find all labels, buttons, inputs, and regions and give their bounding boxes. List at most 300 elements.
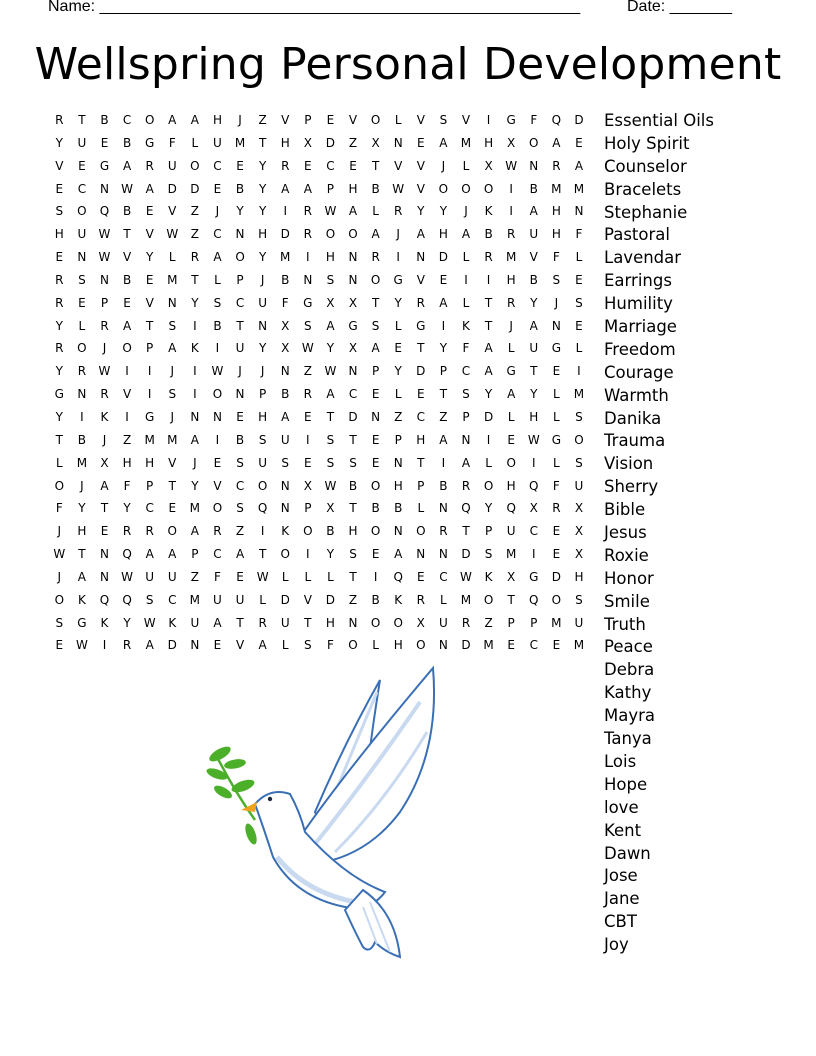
grid-letter: K bbox=[77, 592, 86, 607]
grid-letter: U bbox=[506, 524, 516, 539]
grid-letter: E bbox=[552, 524, 561, 539]
grid-letter: M bbox=[167, 272, 178, 287]
grid-letter: I bbox=[147, 387, 152, 402]
grid-letter: M bbox=[189, 592, 201, 607]
grid-letter: S bbox=[236, 455, 244, 470]
grid-letter: S bbox=[168, 318, 177, 333]
grid-letter: A bbox=[122, 318, 132, 333]
grid-letter: J bbox=[260, 364, 265, 379]
grid-letter: T bbox=[168, 478, 176, 493]
grid-letter: A bbox=[394, 547, 403, 562]
grid-letter: P bbox=[100, 295, 109, 310]
grid-letter: A bbox=[439, 135, 448, 150]
grid-letter: B bbox=[122, 272, 132, 287]
grid-letter: E bbox=[349, 158, 357, 173]
grid-letter: V bbox=[416, 158, 425, 173]
grid-letter: L bbox=[327, 569, 334, 584]
grid-letter: S bbox=[281, 455, 290, 470]
grid-letter: N bbox=[348, 364, 358, 379]
grid-letter: J bbox=[238, 364, 242, 379]
grid-letter: V bbox=[303, 592, 312, 607]
grid-letter: L bbox=[417, 501, 425, 516]
grid-letter: R bbox=[303, 204, 312, 219]
grid-letter: A bbox=[348, 204, 358, 219]
grid-letter: E bbox=[417, 135, 425, 150]
grid-letter: W bbox=[98, 227, 111, 242]
grid-letter: K bbox=[168, 615, 177, 630]
word-list-item: Pastoral bbox=[604, 225, 670, 245]
grid-letter: W bbox=[324, 478, 337, 493]
grid-letter: R bbox=[552, 501, 561, 516]
grid-letter: U bbox=[167, 158, 177, 173]
grid-letter: U bbox=[280, 615, 290, 630]
grid-letter: O bbox=[529, 135, 539, 150]
grid-letter: N bbox=[461, 432, 471, 447]
grid-letter: I bbox=[396, 250, 400, 265]
grid-letter: F bbox=[552, 478, 560, 493]
grid-letter: W bbox=[98, 364, 111, 379]
grid-letter: V bbox=[281, 113, 290, 127]
grid-letter: R bbox=[145, 158, 154, 173]
grid-letter: R bbox=[507, 295, 516, 310]
grid-letter: N bbox=[393, 455, 403, 470]
grid-letter: E bbox=[417, 569, 425, 584]
dove-front-wing bbox=[300, 668, 434, 862]
grid-letter: G bbox=[145, 409, 155, 424]
grid-letter: E bbox=[236, 569, 244, 584]
grid-letter: V bbox=[461, 113, 471, 127]
grid-letter: R bbox=[303, 387, 312, 402]
grid-letter: L bbox=[394, 318, 402, 333]
grid-letter: H bbox=[348, 524, 358, 539]
grid-letter: B bbox=[100, 113, 109, 127]
grid-letter: C bbox=[77, 181, 87, 196]
grid-letter: N bbox=[280, 478, 290, 493]
word-list-item: Lois bbox=[604, 751, 637, 771]
grid-letter: Q bbox=[529, 478, 539, 493]
grid-letter: A bbox=[213, 615, 222, 630]
grid-letter: O bbox=[370, 524, 381, 539]
grid-letter: H bbox=[145, 455, 155, 470]
grid-letter: Y bbox=[484, 387, 493, 402]
grid-letter: B bbox=[371, 501, 380, 516]
grid-letter: L bbox=[462, 250, 470, 265]
grid-letter: A bbox=[529, 318, 538, 333]
grid-letter: Z bbox=[190, 569, 199, 584]
grid-letter: N bbox=[77, 387, 87, 402]
grid-letter: B bbox=[77, 432, 86, 447]
grid-letter: G bbox=[348, 318, 358, 333]
grid-letter: E bbox=[507, 432, 515, 447]
grid-letter: Y bbox=[484, 501, 493, 516]
word-list-item: love bbox=[604, 797, 639, 817]
grid-letter: D bbox=[325, 592, 336, 607]
grid-letter: D bbox=[483, 409, 494, 424]
word-list-item: Mayra bbox=[604, 706, 656, 726]
grid-letter: E bbox=[326, 113, 335, 127]
word-list-item: Humility bbox=[604, 294, 673, 314]
grid-letter: A bbox=[439, 295, 448, 310]
dove-illustration bbox=[195, 662, 445, 962]
grid-letter: R bbox=[190, 250, 200, 265]
grid-letter: U bbox=[258, 295, 268, 310]
grid-letter: W bbox=[460, 569, 472, 584]
grid-letter: A bbox=[326, 387, 335, 402]
grid-letter: E bbox=[213, 181, 222, 196]
grid-letter: H bbox=[393, 478, 403, 493]
grid-letter: A bbox=[303, 181, 312, 196]
grid-letter: T bbox=[507, 592, 515, 607]
grid-letter: H bbox=[438, 227, 448, 242]
grid-letter: D bbox=[280, 592, 290, 607]
grid-letter: X bbox=[529, 501, 538, 516]
grid-letter: E bbox=[78, 158, 86, 173]
grid-letter: M bbox=[573, 387, 585, 402]
grid-letter: L bbox=[575, 341, 583, 356]
grid-letter: R bbox=[258, 615, 267, 630]
grid-letter: I bbox=[193, 387, 197, 402]
grid-letter: J bbox=[102, 432, 107, 447]
grid-letter: O bbox=[280, 547, 290, 562]
grid-letter: J bbox=[238, 113, 242, 127]
grid-letter: U bbox=[190, 615, 200, 630]
grid-letter: Y bbox=[258, 181, 267, 196]
grid-letter: E bbox=[552, 364, 561, 379]
grid-letter: J bbox=[80, 478, 84, 493]
grid-letter: O bbox=[370, 478, 381, 493]
grid-letter: B bbox=[529, 272, 538, 287]
grid-letter: J bbox=[57, 569, 62, 584]
grid-letter: G bbox=[506, 113, 516, 127]
grid-letter: L bbox=[259, 592, 266, 607]
grid-letter: H bbox=[325, 250, 335, 265]
grid-letter: Q bbox=[506, 501, 516, 516]
grid-letter: G bbox=[506, 364, 516, 379]
grid-letter: S bbox=[304, 638, 312, 653]
grid-letter: Q bbox=[122, 592, 132, 607]
grid-letter: V bbox=[416, 113, 425, 127]
grid-letter: X bbox=[281, 318, 290, 333]
grid-letter: U bbox=[77, 227, 87, 242]
grid-letter: U bbox=[167, 569, 177, 584]
grid-letter: B bbox=[348, 478, 358, 493]
grid-letter: J bbox=[396, 227, 400, 242]
grid-letter: E bbox=[417, 387, 425, 402]
grid-letter: D bbox=[461, 547, 471, 562]
grid-letter: X bbox=[574, 524, 584, 539]
grid-letter: Y bbox=[236, 204, 244, 219]
grid-letter: J bbox=[509, 318, 513, 333]
grid-letter: D bbox=[438, 250, 449, 265]
grid-letter: A bbox=[371, 227, 380, 242]
grid-letter: N bbox=[371, 409, 381, 424]
grid-letter: D bbox=[574, 113, 584, 127]
grid-letter: I bbox=[486, 113, 491, 127]
grid-letter: E bbox=[394, 341, 402, 356]
word-list-item: Lavendar bbox=[604, 248, 682, 268]
grid-letter: B bbox=[235, 181, 245, 196]
grid-letter: T bbox=[78, 113, 86, 127]
grid-letter: E bbox=[78, 295, 86, 310]
grid-letter: N bbox=[348, 615, 358, 630]
grid-letter: I bbox=[306, 547, 310, 562]
grid-letter: W bbox=[256, 569, 269, 584]
grid-letter: L bbox=[168, 250, 176, 265]
grid-letter: L bbox=[507, 341, 515, 356]
grid-letter: L bbox=[281, 638, 289, 653]
grid-letter: Q bbox=[257, 501, 268, 516]
grid-letter: C bbox=[348, 387, 358, 402]
grid-letter: O bbox=[54, 478, 65, 493]
grid-letter: B bbox=[326, 524, 335, 539]
grid-letter: N bbox=[348, 272, 358, 287]
grid-letter: S bbox=[552, 272, 561, 287]
grid-letter: B bbox=[529, 181, 538, 196]
grid-letter: E bbox=[236, 409, 244, 424]
grid-letter: D bbox=[167, 638, 177, 653]
grid-letter: Y bbox=[55, 409, 63, 424]
grid-letter: M bbox=[505, 250, 517, 265]
grid-letter: R bbox=[55, 272, 64, 287]
grid-letter: H bbox=[54, 227, 64, 242]
dove-tail bbox=[345, 890, 400, 957]
grid-letter: Y bbox=[146, 250, 154, 265]
grid-letter: P bbox=[462, 409, 470, 424]
grid-letter: X bbox=[303, 135, 312, 150]
grid-letter: F bbox=[281, 295, 289, 310]
grid-letter: Y bbox=[530, 295, 538, 310]
grid-letter: W bbox=[301, 341, 314, 356]
grid-letter: A bbox=[416, 227, 425, 242]
grid-letter: R bbox=[416, 295, 425, 310]
grid-letter: O bbox=[257, 478, 268, 493]
grid-letter: Z bbox=[348, 135, 358, 150]
word-list-item: Kathy bbox=[604, 683, 652, 703]
grid-letter: E bbox=[213, 638, 222, 653]
grid-letter: E bbox=[575, 272, 583, 287]
grid-letter: C bbox=[529, 638, 538, 653]
grid-letter: I bbox=[215, 341, 220, 356]
grid-letter: A bbox=[145, 547, 154, 562]
word-list-item: Honor bbox=[604, 568, 654, 588]
grid-letter: X bbox=[574, 501, 584, 516]
grid-letter: N bbox=[235, 387, 245, 402]
grid-letter: O bbox=[483, 478, 494, 493]
grid-letter: V bbox=[416, 181, 425, 196]
grid-letter: L bbox=[191, 135, 199, 150]
grid-letter: O bbox=[461, 181, 471, 196]
word-list-item: Debra bbox=[604, 660, 655, 680]
grid-letter: O bbox=[77, 204, 87, 219]
grid-letter: V bbox=[213, 478, 222, 493]
grid-letter: Y bbox=[191, 295, 199, 310]
grid-letter: S bbox=[575, 409, 583, 424]
grid-letter: I bbox=[577, 364, 581, 379]
grid-letter: H bbox=[77, 524, 87, 539]
grid-letter: T bbox=[100, 501, 109, 516]
grid-letter: A bbox=[168, 113, 177, 127]
grid-letter: R bbox=[77, 364, 87, 379]
grid-letter: Q bbox=[99, 592, 110, 607]
grid-letter: Q bbox=[393, 569, 403, 584]
grid-letter: G bbox=[145, 135, 155, 150]
grid-letter: S bbox=[168, 387, 177, 402]
grid-letter: V bbox=[122, 387, 132, 402]
grid-letter: L bbox=[214, 272, 221, 287]
grid-letter: L bbox=[485, 455, 492, 470]
grid-letter: B bbox=[371, 181, 380, 196]
grid-letter: X bbox=[371, 135, 380, 150]
grid-letter: P bbox=[304, 113, 312, 127]
grid-letter: S bbox=[349, 455, 357, 470]
grid-letter: V bbox=[168, 455, 177, 470]
grid-letter: O bbox=[370, 615, 381, 630]
grid-letter: R bbox=[484, 250, 493, 265]
grid-letter: R bbox=[371, 250, 380, 265]
grid-letter: N bbox=[438, 547, 448, 562]
grid-letter: A bbox=[281, 181, 290, 196]
word-list-item: Roxie bbox=[604, 545, 649, 565]
grid-letter: D bbox=[416, 364, 426, 379]
grid-letter: E bbox=[145, 272, 154, 287]
grid-letter: O bbox=[167, 524, 177, 539]
grid-letter: H bbox=[551, 227, 561, 242]
grid-letter: W bbox=[505, 158, 518, 173]
word-list-item: Dawn bbox=[604, 843, 651, 863]
grid-letter: X bbox=[100, 455, 109, 470]
grid-letter: N bbox=[258, 318, 268, 333]
grid-letter: Y bbox=[326, 341, 335, 356]
grid-letter: R bbox=[416, 592, 425, 607]
grid-letter: O bbox=[483, 181, 494, 196]
grid-letter: I bbox=[486, 272, 491, 287]
grid-letter: O bbox=[370, 272, 381, 287]
grid-letter: E bbox=[168, 501, 177, 516]
grid-letter: E bbox=[575, 318, 583, 333]
grid-letter: Y bbox=[258, 204, 267, 219]
grid-letter: A bbox=[190, 113, 199, 127]
grid-letter: O bbox=[551, 592, 562, 607]
grid-letter: I bbox=[193, 364, 197, 379]
grid-letter: S bbox=[258, 432, 267, 447]
word-list-item: Peace bbox=[604, 637, 653, 657]
grid-letter: T bbox=[371, 295, 380, 310]
grid-letter: Z bbox=[235, 524, 245, 539]
word-list-item: Warmth bbox=[604, 385, 669, 405]
grid-letter: D bbox=[348, 409, 358, 424]
grid-letter: P bbox=[484, 524, 493, 539]
grid-letter: K bbox=[190, 341, 199, 356]
olive-leaves bbox=[205, 744, 259, 846]
word-list-item: Tanya bbox=[604, 729, 652, 749]
grid-letter: A bbox=[371, 341, 380, 356]
grid-letter: W bbox=[392, 181, 405, 196]
grid-letter: T bbox=[55, 432, 63, 447]
grid-letter: R bbox=[122, 638, 132, 653]
grid-letter: V bbox=[394, 158, 403, 173]
grid-letter: J bbox=[193, 455, 197, 470]
grid-letter: G bbox=[529, 569, 539, 584]
grid-letter: C bbox=[235, 295, 245, 310]
grid-letter: K bbox=[281, 524, 290, 539]
grid-letter: W bbox=[121, 181, 134, 196]
grid-letter: V bbox=[416, 272, 425, 287]
grid-letter: N bbox=[167, 295, 177, 310]
grid-letter: E bbox=[55, 250, 64, 265]
grid-letter: A bbox=[281, 409, 290, 424]
grid-letter: N bbox=[99, 569, 109, 584]
grid-letter: N bbox=[280, 364, 290, 379]
grid-letter: L bbox=[304, 569, 312, 584]
grid-letter: T bbox=[484, 295, 493, 310]
grid-letter: H bbox=[393, 638, 403, 653]
grid-letter: Z bbox=[348, 592, 358, 607]
grid-letter: I bbox=[306, 250, 310, 265]
grid-letter: E bbox=[55, 638, 64, 653]
grid-letter: L bbox=[55, 455, 63, 470]
grid-letter: L bbox=[462, 158, 470, 173]
grid-letter: R bbox=[303, 227, 312, 242]
grid-letter: T bbox=[258, 547, 267, 562]
grid-letter: P bbox=[236, 272, 244, 287]
grid-letter: Y bbox=[258, 158, 267, 173]
grid-letter: X bbox=[281, 341, 290, 356]
grid-letter: M bbox=[280, 250, 291, 265]
grid-letter: B bbox=[122, 204, 132, 219]
word-list-item: Jane bbox=[604, 889, 640, 909]
grid-letter: P bbox=[259, 387, 267, 402]
grid-letter: T bbox=[191, 272, 199, 287]
word-list-item: Jesus bbox=[604, 523, 647, 543]
grid-letter: U bbox=[145, 569, 155, 584]
grid-letter: A bbox=[145, 181, 154, 196]
grid-letter: W bbox=[75, 638, 88, 653]
grid-letter: S bbox=[371, 318, 380, 333]
grid-letter: R bbox=[55, 113, 64, 127]
grid-letter: I bbox=[260, 524, 265, 539]
grid-letter: Y bbox=[394, 295, 402, 310]
grid-letter: R bbox=[100, 318, 109, 333]
grid-letter: H bbox=[325, 615, 335, 630]
grid-letter: V bbox=[145, 227, 154, 242]
grid-letter: S bbox=[55, 615, 64, 630]
grid-letter: O bbox=[122, 341, 132, 356]
grid-letter: E bbox=[507, 638, 515, 653]
grid-letter: O bbox=[77, 341, 87, 356]
grid-letter: D bbox=[167, 181, 177, 196]
grid-letter: M bbox=[505, 547, 517, 562]
grid-letter: O bbox=[416, 638, 426, 653]
grid-letter: L bbox=[78, 318, 86, 333]
grid-letter: A bbox=[484, 341, 493, 356]
grid-letter: H bbox=[529, 409, 539, 424]
grid-letter: Q bbox=[99, 204, 110, 219]
grid-letter: M bbox=[483, 638, 494, 653]
grid-letter: S bbox=[326, 272, 335, 287]
grid-letter: N bbox=[212, 409, 222, 424]
grid-letter: J bbox=[170, 364, 175, 379]
grid-letter: M bbox=[167, 432, 178, 447]
grid-letter: Q bbox=[529, 592, 539, 607]
grid-letter: T bbox=[123, 227, 131, 242]
grid-letter: E bbox=[213, 455, 222, 470]
grid-letter: E bbox=[371, 432, 380, 447]
grid-letter: R bbox=[552, 158, 561, 173]
grid-letter: A bbox=[100, 478, 109, 493]
grid-letter: O bbox=[506, 455, 516, 470]
grid-letter: P bbox=[394, 432, 402, 447]
page-title: Wellspring Personal Development bbox=[34, 39, 782, 90]
